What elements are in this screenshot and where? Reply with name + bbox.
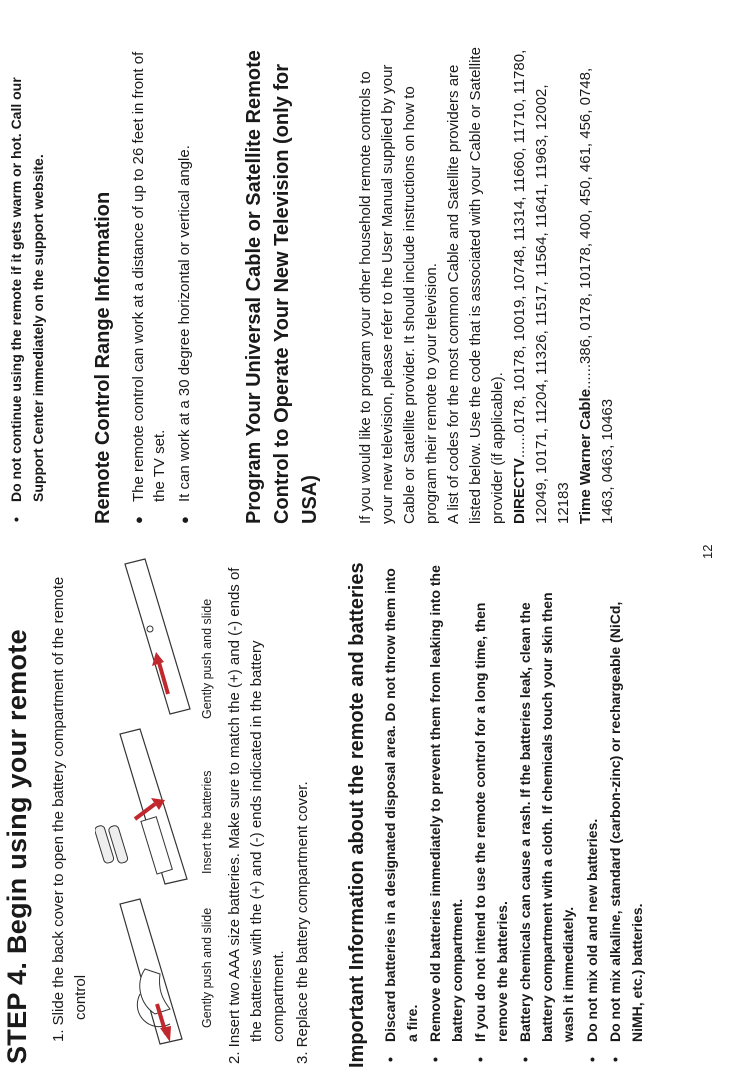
list-item: • Do not mix old and new batteries. [582,564,604,1064]
list-item: • Battery chemicals can cause a rash. If the batteries leak, clean the battery compartment with a cloth. If chemicals touch your skin then wash it immediately. [515,564,580,1064]
list-item: • Do not mix alkaline, standard (carbon-zinc) or rechargeable (NiCd, NiMH, etc.) batteries. [605,564,648,1064]
program-paragraph-2: A list of codes for the most common Cable and Satellite providers are listed below. Use the code that is associated with your Cable or Satellite provider (if applicable). [445,47,506,524]
program-paragraph-1: If you would like to program your other household remote controls to your new television, please refer to the User Manual supplied by your Cable or Satellite provider. It should include instructions on how to program their remote to your television. [357,64,440,524]
directv-codes [509,39,575,524]
instruction-1: 1. Slide the back cover to open the battery compartment of the remote control [50,576,89,1042]
twc-code-list: ......386, 0178, 10178, 400, 450, 461, 456, 0748, 1463, 0463, 10463 [577,67,616,524]
range-bullet-list [128,44,199,524]
twc-label: Time Warner Cable [577,388,594,524]
instruction-3: 3. Replace the battery compartment cover. [294,781,311,1064]
directv-label: DIRECTV [511,458,528,524]
support-bullet [6,34,51,524]
page-number: 12 [700,544,715,559]
directv-code-list: ......0178, 10178, 10019, 10748, 11314, 11660, 11710, 11780, 12049, 10171, 11204, 11326, 11517, 11564, 11641, 11963, 12002, 12183 [511,49,572,524]
program-title: Program Your Universal Cable or Satellite Remote Control to Operate Your New Television (only for USA) [243,50,321,524]
important-bullet-list [380,564,650,1064]
caption-slide: Gently push and slide [200,907,214,1028]
remote-replace-cover-figure [100,554,195,724]
list-item: • Remove old batteries immediately to prevent them from leaking into the battery compartment. [425,564,468,1064]
remote-slide-cover-figure [100,894,195,1054]
remote-insert-batteries-figure [95,724,195,894]
step-title: STEP 4. Begin using your remote [2,629,32,1064]
caption-slide-2: Gently push and slide [200,598,214,719]
list-item: ● The remote control can work at a distance of up to 26 feet in front of the TV set. [128,44,170,524]
list-item: ● It can work at a 30 degree horizontal or vertical angle. [174,44,195,524]
list-item: • If you do not intend to use the remote control for a long time, then remove the batteries. [470,564,513,1064]
caption-insert: Insert the batteries [200,770,214,874]
range-title: Remote Control Range Information [92,191,114,524]
right-column [0,24,729,524]
important-title: Important Information about the remote and batteries [346,562,368,1068]
left-column [0,554,729,1068]
twc-codes [575,39,619,524]
instruction-2: 2. Insert two AAA size batteries. Make sure to match the (+) and (-) ends of the batteries with the (+) and (-) ends indicated in the battery compartment. [226,567,287,1064]
list-item: • Discard batteries in a designated disposal area. Do not throw them into a fire. [380,564,423,1064]
list-item: • Do not continue using the remote if it gets warm or hot. Call our Support Center immediately on the support website. [6,34,49,524]
